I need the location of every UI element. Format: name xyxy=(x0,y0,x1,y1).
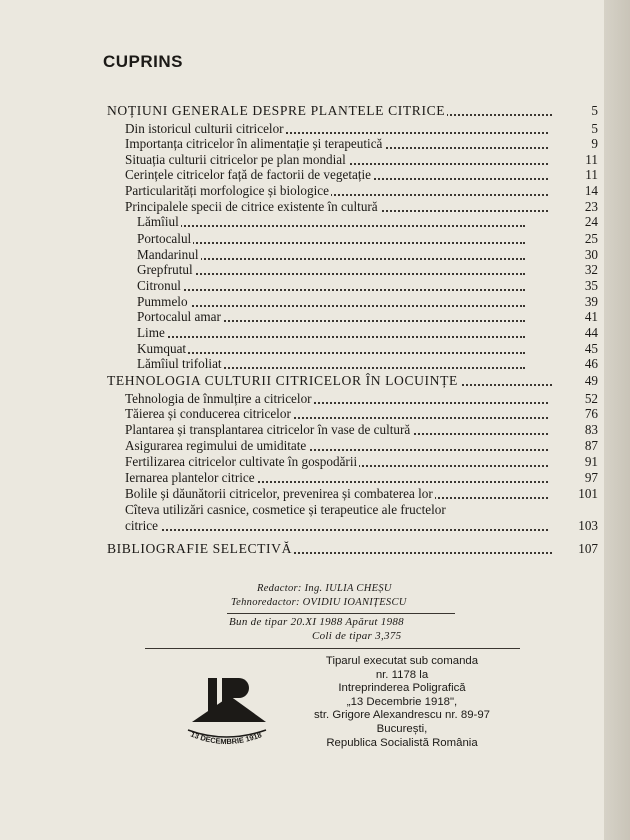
toc-page-number: 97 xyxy=(584,470,598,485)
logo-ring-text: 13 DECEMBRIE 1918 xyxy=(189,729,263,747)
toc-page-number: 46 xyxy=(584,356,598,371)
toc-entry xyxy=(125,470,548,486)
toc-entry-title: Asigurarea regimului de umiditate xyxy=(125,438,307,453)
toc-entry-title: Fertilizarea citricelor cultivate în gospodării xyxy=(125,454,358,469)
toc-page-number: 44 xyxy=(584,325,598,340)
printer-line: nr. 1178 la xyxy=(375,668,429,681)
toc-entry xyxy=(125,199,548,215)
toc-entry xyxy=(125,486,548,502)
toc-entry-title: Lămîiul xyxy=(137,214,179,229)
toc-entry-title: Lămîiul trifoliat xyxy=(137,356,222,371)
toc-page-number: 23 xyxy=(584,199,598,214)
toc-page-number: 11 xyxy=(585,152,598,167)
printer-line: Tiparul executat sub comanda xyxy=(325,655,479,667)
toc-entry-title: Bolile și dăunătorii citricelor, prevenirea și combaterea lor xyxy=(125,486,433,501)
toc-page-number: 101 xyxy=(578,486,598,501)
toc-entry-title: Importanța citricelor în alimentație și terapeutică xyxy=(125,136,383,151)
toc-entry xyxy=(137,214,525,230)
toc-entry-title: Tehnologia de înmulțire a citricelor xyxy=(125,391,312,406)
toc-page-number: 11 xyxy=(585,167,598,182)
toc-entry xyxy=(125,183,548,199)
toc-entry xyxy=(125,454,548,470)
toc-entry-title: Din istoricul culturii citricelor xyxy=(125,121,284,136)
toc-page-number: 103 xyxy=(578,518,598,533)
toc-entry-title: Portocalul amar xyxy=(137,309,221,324)
toc-entry xyxy=(137,356,525,372)
toc-entry xyxy=(107,541,552,557)
toc-entry-title: Cîteva utilizări casnice, cosmetice și terapeutice ale fructelor xyxy=(125,502,446,517)
toc-entry-title: Tăierea și conducerea citricelor xyxy=(125,406,291,421)
page-title: CUPRINS xyxy=(103,52,184,71)
toc-entry xyxy=(137,278,525,294)
printer-colophon xyxy=(272,655,532,750)
toc-leader-dots xyxy=(137,341,525,354)
printer-line: Intreprinderea Poligrafică xyxy=(338,682,466,695)
print-sheets: Coli de tipar 3,375 xyxy=(312,630,402,642)
toc-page-number: 14 xyxy=(584,183,598,198)
toc-page-number: 24 xyxy=(584,214,598,229)
toc-entry-title: Plantarea și transplantarea citricelor în vase de cultură xyxy=(125,422,411,437)
toc-entry xyxy=(125,406,548,422)
toc-entry xyxy=(125,391,548,407)
toc-entry-title: Particularități morfologice și biologice xyxy=(125,183,329,198)
toc-entry xyxy=(137,325,525,341)
editor-credit: Redactor: Ing. IULIA CHEȘU xyxy=(257,583,392,594)
toc-entry xyxy=(137,309,525,325)
toc-entry-title: Principalele specii de citrice existente în cultură xyxy=(125,199,378,214)
toc-page-number: 83 xyxy=(584,422,598,437)
toc-entry-title: Portocalul xyxy=(137,231,192,246)
toc-entry-title: Citronul xyxy=(137,278,181,293)
toc-page-number: 91 xyxy=(584,454,598,469)
toc-page-number: 39 xyxy=(584,294,598,309)
toc-entry xyxy=(137,341,525,357)
printing-house-logo xyxy=(180,660,272,748)
toc-entry xyxy=(125,438,548,454)
toc-entry xyxy=(125,121,548,137)
printer-line: București, xyxy=(376,722,428,735)
print-dates: Bun de tipar 20.XI 1988 Apărut 1988 xyxy=(229,616,404,628)
toc-entry-title: Pummelo xyxy=(137,294,188,309)
toc-entry-title: Situația culturii citricelor pe plan mondial xyxy=(125,152,346,167)
toc-page-number: 41 xyxy=(584,309,598,324)
toc-entry xyxy=(137,247,525,263)
printer-line: „13 Decembrie 1918", xyxy=(346,695,458,708)
toc-entry-title: Lime xyxy=(137,325,165,340)
toc-leader-dots xyxy=(125,518,548,531)
toc-leader-dots xyxy=(137,231,525,244)
toc-entry xyxy=(125,422,548,438)
toc-entry xyxy=(125,152,548,168)
printer-line: Republica Socialistă România xyxy=(326,736,478,749)
toc-page-number: 52 xyxy=(584,391,598,406)
toc-leader-dots xyxy=(137,325,525,338)
toc-entry-title: Iernarea plantelor citrice xyxy=(125,470,255,485)
divider-rule xyxy=(227,613,455,614)
toc-page-number: 25 xyxy=(584,231,598,246)
toc-page-number: 49 xyxy=(584,373,598,388)
toc-page-number: 5 xyxy=(591,121,598,136)
toc-leader-dots xyxy=(137,294,525,307)
printer-line: str. Grigore Alexandrescu nr. 89-97 xyxy=(313,709,490,722)
toc-page-number: 32 xyxy=(584,262,598,277)
toc-page-number: 87 xyxy=(584,438,598,453)
toc-entry-title: TEHNOLOGIA CULTURII CITRICELOR ÎN LOCUINȚE xyxy=(107,373,458,388)
toc-entry xyxy=(125,502,548,518)
toc-entry-title: NOȚIUNI GENERALE DESPRE PLANTELE CITRICE xyxy=(107,103,446,118)
toc-page-number: 5 xyxy=(591,103,598,118)
divider-rule-wide xyxy=(145,648,520,649)
toc-page-number: 9 xyxy=(591,136,598,151)
toc-entry xyxy=(137,231,525,247)
toc-entry xyxy=(125,518,548,534)
toc-page-number: 30 xyxy=(584,247,598,262)
toc-entry xyxy=(107,373,552,389)
toc-entry xyxy=(137,262,525,278)
toc-leader-dots xyxy=(137,278,525,291)
toc-leader-dots xyxy=(137,262,525,275)
toc-entry xyxy=(137,294,525,310)
toc-entry-title: Cerințele citricelor față de factorii de vegetație xyxy=(125,167,372,182)
toc-entry-title: Grepfrutul xyxy=(137,262,193,277)
toc-page-number: 45 xyxy=(584,341,598,356)
tech-editor-credit: Tehnoredactor: OVIDIU IOANIȚESCU xyxy=(231,597,407,608)
toc-page-number: 107 xyxy=(578,541,598,556)
toc-entry xyxy=(125,136,548,152)
toc-entry-title: Mandarinul xyxy=(137,247,199,262)
toc-page-number: 35 xyxy=(584,278,598,293)
toc-entry-title: citrice xyxy=(125,518,158,533)
toc-page-number: 76 xyxy=(584,406,598,421)
toc-entry xyxy=(107,103,552,119)
toc-entry-title: BIBLIOGRAFIE SELECTIVĂ xyxy=(107,541,293,556)
toc-entry xyxy=(125,167,548,183)
toc-leader-dots xyxy=(137,214,525,227)
toc-entry-title: Kumquat xyxy=(137,341,187,356)
